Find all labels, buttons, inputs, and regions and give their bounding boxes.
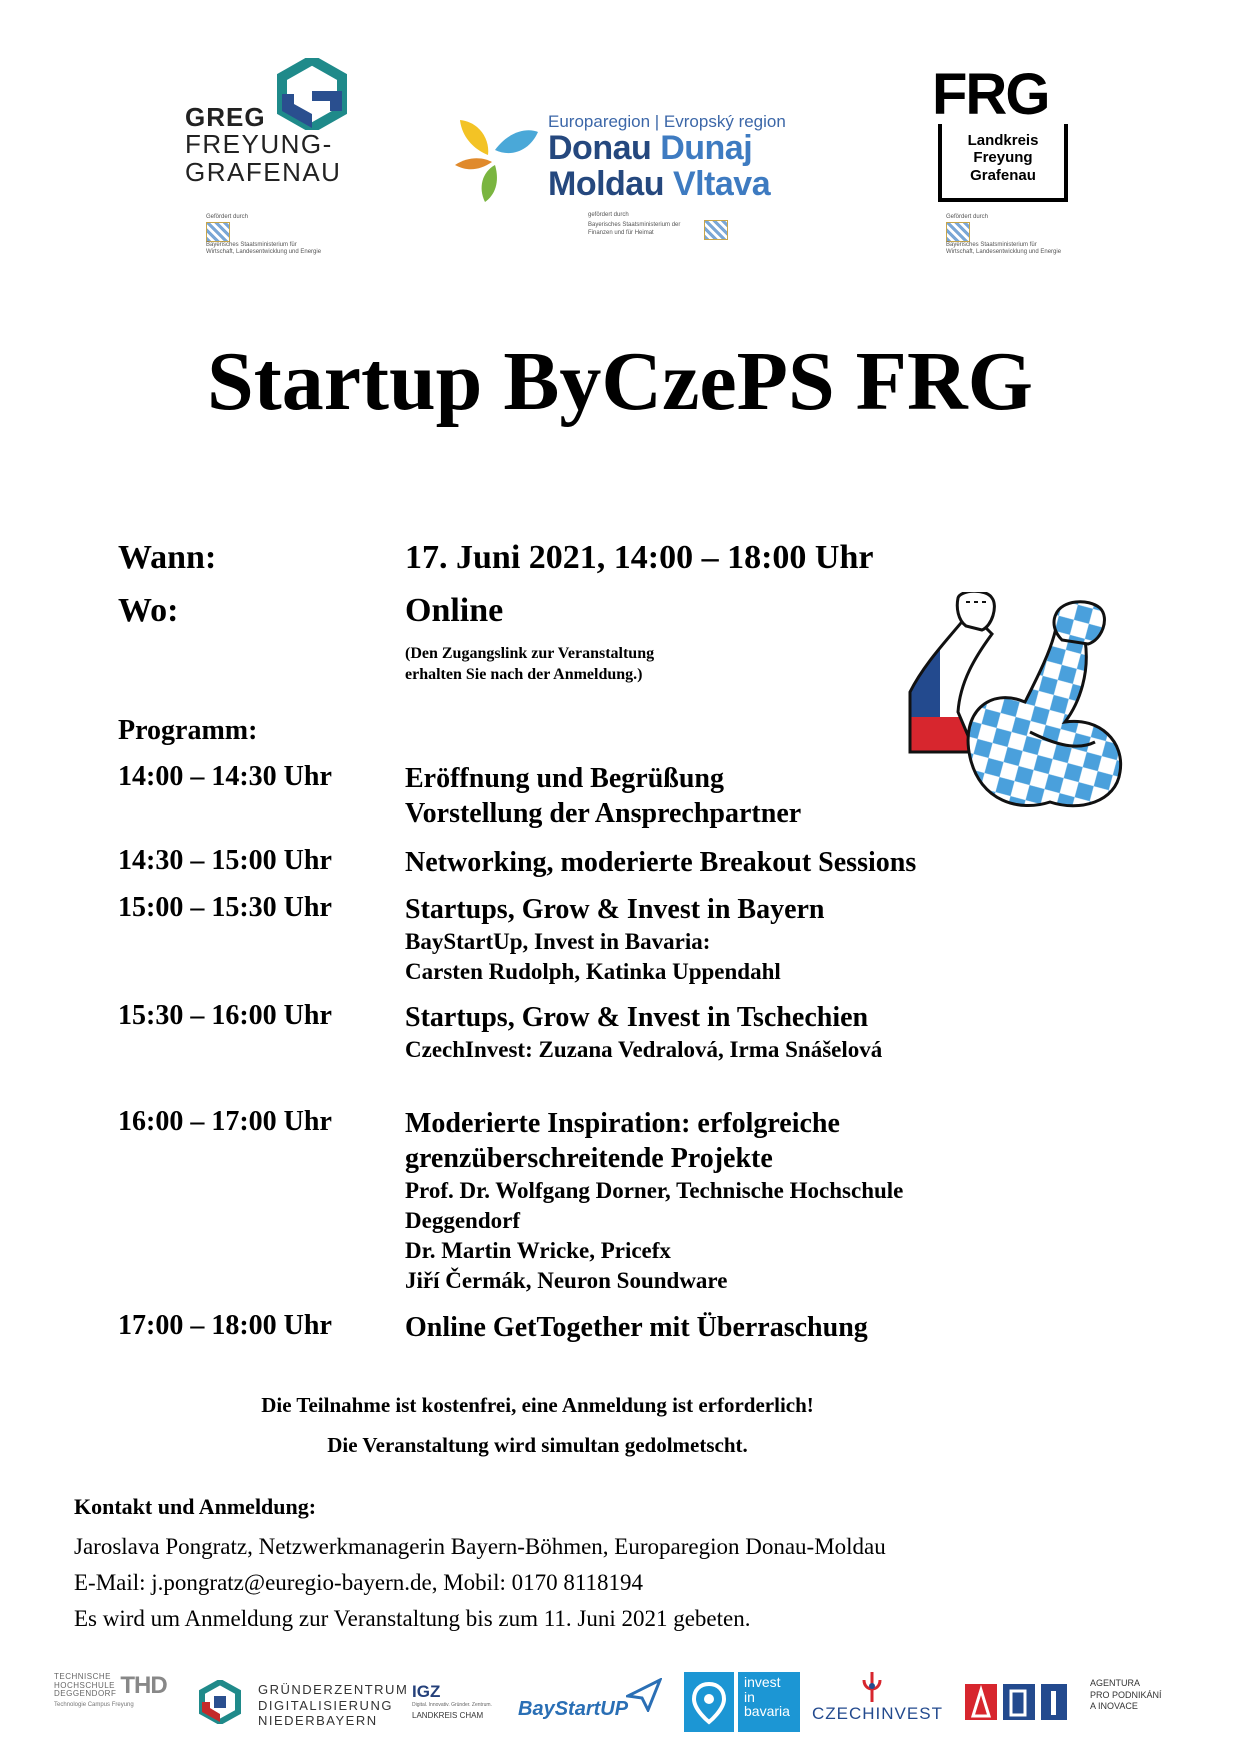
program-heading: Programm:	[118, 715, 258, 746]
location-pin-icon	[684, 1672, 734, 1732]
program-item-5-title: Moderierte Inspiration: erfolgreiche	[405, 1108, 840, 1139]
where-value: Online	[405, 592, 504, 629]
program-item-3-detail-1: BayStartUp, Invest in Bavaria:	[405, 929, 711, 954]
contact-deadline: Es wird um Anmeldung zur Veranstaltung bis zum 11. Juni 2021 gebeten.	[74, 1606, 751, 1631]
czechinvest-emblem-icon	[860, 1672, 884, 1702]
program-item-5-detail-2: Deggendorf	[405, 1208, 520, 1233]
bavarian-crest-icon	[704, 220, 728, 240]
iib-line1: invest	[744, 1674, 781, 1690]
program-time-2: 14:30 – 15:00 Uhr	[118, 845, 332, 876]
frg-logo-title: FRG	[932, 62, 1049, 127]
program-item-1-subtitle: Vorstellung der Ansprechpartner	[405, 798, 802, 829]
frg-sub3: Grafenau	[970, 166, 1036, 184]
api-line2: PRO PODNIKÁNÍ	[1090, 1689, 1162, 1700]
thd-line3: DEGGENDORF	[54, 1689, 117, 1699]
igz-cham: LANDKREIS CHAM	[412, 1711, 484, 1720]
bavarian-crest-icon	[206, 222, 230, 242]
contact-heading: Kontakt und Anmeldung:	[74, 1494, 317, 1519]
program-item-1-title: Eröffnung und Begrüßung	[405, 763, 725, 794]
program-item-3-title: Startups, Grow & Invest in Bayern	[405, 894, 825, 925]
euregio-logo-text	[548, 113, 786, 202]
program-time-1: 14:00 – 14:30 Uhr	[118, 761, 332, 792]
iib-line3: bavaria	[744, 1703, 790, 1720]
invest-in-bavaria-mark	[684, 1672, 734, 1732]
thd-line1: TECHNISCHE	[54, 1672, 112, 1682]
where-note-line2: erhalten Sie nach der Anmeldung.)	[405, 665, 643, 683]
program-item-4-title: Startups, Grow & Invest in Tschechien	[405, 1002, 869, 1033]
euregio-subtitle: Europaregion | Evropský region	[548, 112, 786, 131]
program-item-5-detail-3: Dr. Martin Wricke, Pricefx	[405, 1238, 671, 1263]
program-item-4	[405, 1000, 882, 1065]
when-label: Wann:	[118, 539, 217, 576]
program-item-3	[405, 892, 825, 987]
where-note	[405, 644, 654, 686]
program-item-3-detail-2: Carsten Rudolph, Katinka Uppendahl	[405, 959, 781, 984]
euregio-funded-b: Bayerisches Staatsministerium der Finanzen und für Heimat	[588, 222, 681, 236]
thd-line2: HOCHSCHULE	[54, 1680, 116, 1690]
euregio-dunaj: Dunaj	[660, 128, 753, 167]
euregio-line2	[548, 164, 786, 203]
program-item-6	[405, 1310, 868, 1345]
where-note-line1: (Den Zugangslink zur Veranstaltung	[405, 645, 655, 662]
gz-line3: NIEDERBAYERN	[258, 1713, 378, 1729]
program-item-5-detail-1: Prof. Dr. Wolfgang Dorner, Technische Hochschule	[405, 1178, 904, 1203]
notice-line-2: Die Veranstaltung wird simultan gedolmetscht.	[327, 1433, 748, 1457]
gruenderzentrum-text	[258, 1682, 408, 1729]
program-time-5: 16:00 – 17:00 Uhr	[118, 1106, 332, 1137]
greg-funding-note	[206, 214, 326, 257]
thd-mark: THD	[120, 1672, 167, 1699]
where-label: Wo:	[118, 592, 179, 629]
gz-line1: GRÜNDERZENTRUM	[258, 1682, 409, 1697]
api-logo-text	[1090, 1678, 1162, 1713]
program-item-1	[405, 761, 801, 831]
api-line3: A INOVACE	[1090, 1701, 1138, 1712]
api-logo-icon	[965, 1684, 1070, 1720]
bavarian-arm	[968, 632, 1121, 806]
greg-funded-a: Gefördert durch	[206, 214, 249, 220]
greg-logo-text	[185, 104, 341, 186]
program-item-2-title: Networking, moderierte Breakout Sessions	[405, 847, 917, 878]
contact-email-phone: E-Mail: j.pongratz@euregio-bayern.de, Mobil: 0170 8118194	[74, 1570, 644, 1595]
invest-in-bavaria-text	[738, 1672, 800, 1732]
euregio-line1	[548, 128, 786, 167]
euregio-funded-a: gefördert durch	[588, 212, 629, 218]
iib-line2: in	[744, 1688, 755, 1705]
when-value: 17. Juni 2021, 14:00 – 18:00 Uhr	[405, 539, 874, 576]
baystartup-logo: BayStartUP	[518, 1698, 629, 1720]
program-time-3: 15:00 – 15:30 Uhr	[118, 892, 332, 923]
frg-sub2: Freyung	[973, 149, 1033, 167]
frg-sub1: Landkreis	[967, 132, 1039, 149]
flexing-arm-illustration	[880, 592, 1136, 812]
frg-funded-b: Bayerisches Staatsministerium für Wirtschaft, Landesentwicklung und Energie	[946, 241, 1062, 255]
igz-title: IGZ	[412, 1682, 441, 1701]
frg-funded-a: Gefördert durch	[946, 214, 989, 220]
program-item-5	[405, 1106, 903, 1296]
program-time-4: 15:30 – 16:00 Uhr	[118, 1000, 332, 1031]
czechinvest-logo: CZECHINVEST	[812, 1704, 943, 1723]
program-item-5-subtitle: grenzüberschreitende Projekte	[405, 1143, 773, 1174]
euregio-flower-icon	[450, 110, 540, 205]
gz-line2: DIGITALISIERUNG	[258, 1697, 393, 1713]
igz-logo	[412, 1682, 502, 1720]
thd-logo	[54, 1672, 174, 1708]
euregio-vltava: Vltava	[672, 164, 771, 203]
api-line1: AGENTURA	[1090, 1678, 1141, 1688]
gruenderzentrum-icon	[198, 1680, 242, 1724]
frg-logo-sub	[938, 132, 1068, 184]
program-item-4-detail-1: CzechInvest: Zuzana Vedralová, Irma Snášelová	[405, 1037, 883, 1062]
program-time-6: 17:00 – 18:00 Uhr	[118, 1310, 332, 1341]
bavarian-crest-icon	[946, 222, 970, 242]
program-item-2	[405, 845, 916, 880]
program-item-5-detail-4: Jiří Čermák, Neuron Soundware	[405, 1268, 728, 1293]
greg-line1: GREG	[185, 102, 266, 132]
thd-sub: Technologie Campus Freyung	[54, 1702, 134, 1708]
contact-block	[74, 1529, 886, 1637]
frg-funding-note	[946, 214, 1066, 257]
page-title: Startup ByCzePS FRG	[207, 335, 1033, 428]
baystartup-plane-icon	[626, 1678, 662, 1712]
greg-funded-b: Bayerisches Staatsministerium für Wirtschaft, Landesentwicklung und Energie	[206, 241, 322, 255]
greg-line2: FREYUNG-	[185, 129, 333, 160]
euregio-funding-note	[588, 212, 748, 240]
igz-sub: Digital. Innovativ. Gründer. Zentrum.	[412, 1702, 492, 1708]
greg-line3: GRAFENAU	[185, 156, 342, 187]
notice-line-1: Die Teilnahme ist kostenfrei, eine Anmeldung ist erforderlich!	[261, 1393, 814, 1417]
program-item-6-title: Online GetTogether mit Überraschung	[405, 1312, 868, 1343]
euregio-donau: Donau	[548, 128, 661, 167]
euregio-moldau: Moldau	[548, 164, 673, 203]
contact-person: Jaroslava Pongratz, Netzwerkmanagerin Bayern-Böhmen, Europaregion Donau-Moldau	[74, 1534, 886, 1559]
